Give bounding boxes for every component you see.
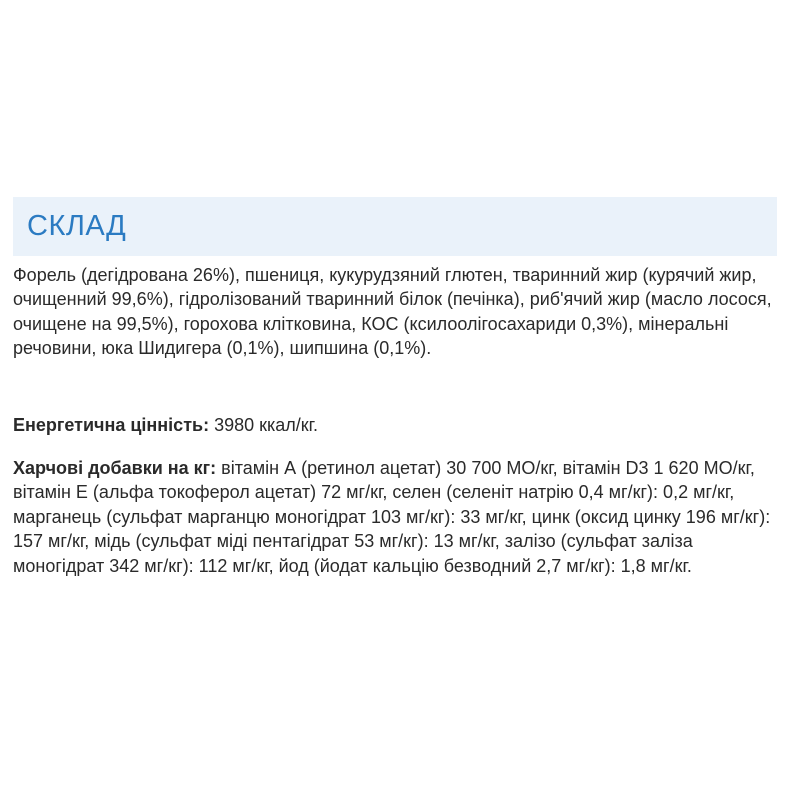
- additives-paragraph: [13, 456, 783, 578]
- additives-value: вітамін А (ретинол ацетат) 30 700 МО/кг, вітамін D3 1 620 МО/кг, вітамін Е (альфа токоферол ацетат) 72 мг/кг, селен (селеніт натрію 0,4 мг/кг): 0,2 мг/кг, марганець (сульфат марганцю моногідрат 103 мг/кг): 33 мг/кг, цинк (оксид цинку 196 мг/кг): 157 мг/кг, мідь (сульфат міді пентагідрат 53 мг/кг): 13 мг/кг, залізо (сульфат заліза моногідрат 342 мг/кг): 112 мг/кг, йод (йодат кальцію безводний 2,7 мг/кг): 1,8 мг/кг.: [13, 458, 771, 576]
- section-header: [13, 197, 777, 256]
- composition-text: Форель (дегідрована 26%), пшениця, кукурудзяний глютен, тваринний жир (курячий жир, очищенний 99,6%), гідролізований тваринний білок (печінка), риб'ячий жир (масло лосося, очищене на 99,5%), горохова клітковина, КОС (ксилоолігосахариди 0,3%), мінеральні речовини, юка Шидигера (0,1%), шипшина (0,1%).: [13, 265, 772, 359]
- energy-label: Енергетична цінність:: [13, 415, 210, 435]
- additives-label: Харчові добавки на кг:: [13, 458, 217, 478]
- energy-value: 3980 ккал/кг.: [209, 415, 319, 435]
- energy-value-paragraph: [13, 413, 783, 437]
- section-title: СКЛАД: [27, 210, 127, 242]
